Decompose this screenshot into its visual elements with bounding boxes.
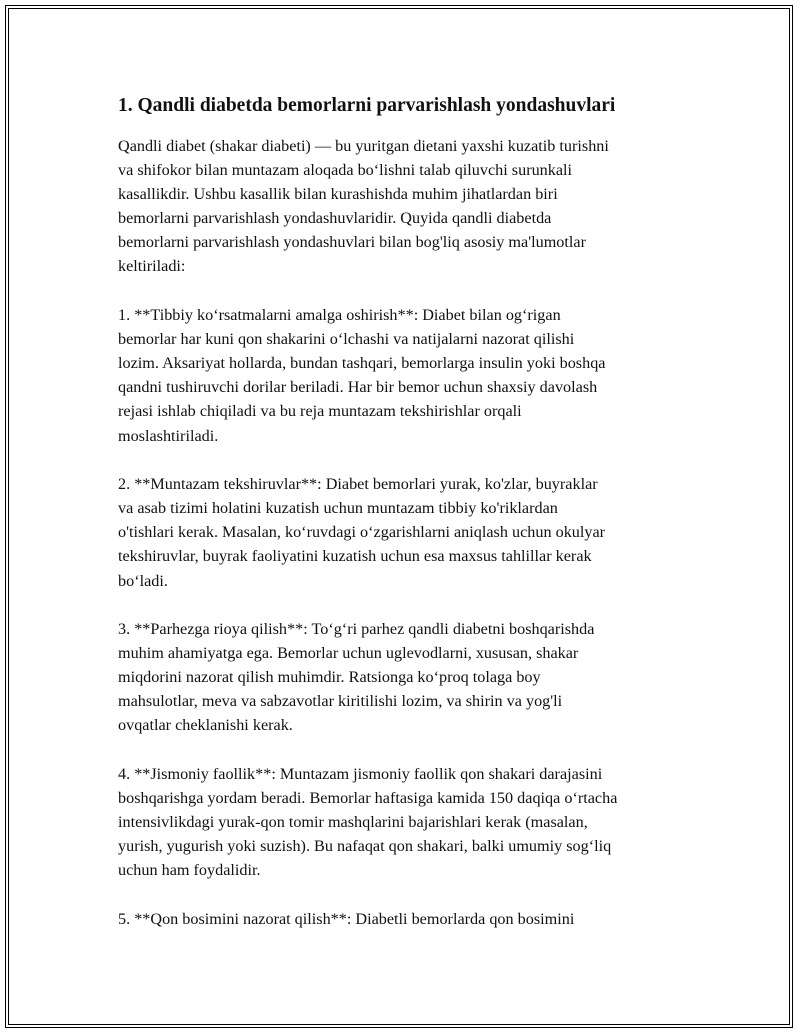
text-line: Qandli diabet (shakar diabeti) — bu yuritgan dietani yaxshi kuzatib turishni <box>118 137 609 155</box>
list-item-4 <box>118 762 678 882</box>
document-title: 1. Qandli diabetda bemorlarni parvarishlash yondashuvlari <box>118 95 616 116</box>
list-item-5 <box>118 907 678 931</box>
text-line: kasallikdir. Ushbu kasallik bilan kurashishda muhim jihatlardan biri <box>118 185 558 204</box>
text-line: lozim. Aksariyat hollarda, bundan tashqari, bemorlarga insulin yoki boshqa <box>118 354 606 373</box>
intro-paragraph <box>118 134 678 279</box>
list-item-2 <box>118 472 678 592</box>
text-line: bo‘ladi. <box>118 571 168 590</box>
text-line: yurish, yugurish yoki suzish). Bu nafaqat qon shakari, balki umumiy sog‘liq <box>118 837 612 856</box>
text-line: 1. **Tibbiy ko‘rsatmalarni amalga oshirish**: Diabet bilan og‘rigan <box>118 306 561 325</box>
text-line: 3. **Parhezga rioya qilish**: To‘g‘ri parhez qandli diabetni boshqarishda <box>118 620 595 639</box>
text-line: o'tishlari kerak. Masalan, ko‘ruvdagi o‘zgarishlarni aniqlash uchun okulyar <box>118 523 606 542</box>
text-line: bemorlar har kuni qon shakarini o‘lchashi va natijalarni nazorat qilishi <box>118 330 575 349</box>
text-line: moslashtiriladi. <box>118 426 219 445</box>
text-line: boshqarishga yordam beradi. Bemorlar haftasiga kamida 150 daqiqa o‘rtacha <box>118 789 618 808</box>
text-line: bemorlarni parvarishlash yondashuvlari bilan bog'liq asosiy ma'lumotlar <box>118 233 586 252</box>
text-line: ovqatlar cheklanishi kerak. <box>118 716 293 735</box>
document-body <box>118 92 678 956</box>
text-line: 2. **Muntazam tekshiruvlar**: Diabet bemorlari yurak, ko'zlar, buyraklar <box>118 475 598 494</box>
list-item-1 <box>118 303 678 448</box>
text-line: va shifokor bilan muntazam aloqada bo‘lishni talab qiluvchi surunkali <box>118 161 573 180</box>
list-item-3 <box>118 617 678 737</box>
text-line: intensivlikdagi yurak-qon tomir mashqlarini bajarishlari kerak (masalan, <box>118 813 588 832</box>
text-line: keltiriladi: <box>118 257 186 276</box>
text-line: muhim ahamiyatga ega. Bemorlar uchun uglevodlarni, xususan, shakar <box>118 644 579 663</box>
text-line: miqdorini nazorat qilish muhimdir. Ratsionga ko‘proq tolaga boy <box>118 668 541 687</box>
text-line: 5. **Qon bosimini nazorat qilish**: Diabetli bemorlarda qon bosimini <box>118 910 575 929</box>
text-line: 4. **Jismoniy faollik**: Muntazam jismoniy faollik qon shakari darajasini <box>118 765 603 784</box>
text-line: qandni tushiruvchi dorilar beriladi. Har bir bemor uchun shaxsiy davolash <box>118 378 598 397</box>
text-line: rejasi ishlab chiqiladi va bu reja muntazam tekshirishlar orqali <box>118 402 522 421</box>
text-line: tekshiruvlar, buyrak faoliyatini kuzatish uchun esa maxsus tahlillar kerak <box>118 547 592 566</box>
text-line: uchun ham foydalidir. <box>118 861 261 880</box>
text-line: va asab tizimi holatini kuzatish uchun muntazam tibbiy ko'riklardan <box>118 499 558 518</box>
text-line: mahsulotlar, meva va sabzavotlar kiritilishi lozim, va shirin va yog'li <box>118 692 563 711</box>
text-line: bemorlarni parvarishlash yondashuvlaridir. Quyida qandli diabetda <box>118 209 552 228</box>
